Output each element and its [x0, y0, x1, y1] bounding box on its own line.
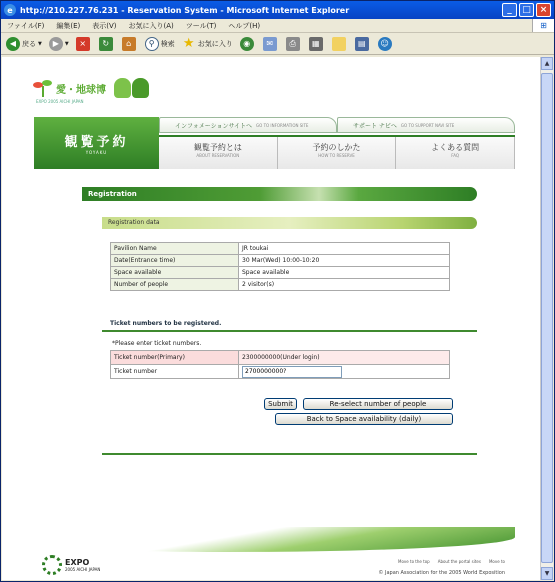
window-title: http://210.227.76.231 - Reservation System - Microsoft Internet Explorer: [20, 5, 350, 15]
copyright: © Japan Association for the 2005 World Exposition: [378, 570, 505, 576]
expo-ring-icon: [42, 555, 62, 575]
back-icon: ◀: [6, 37, 20, 51]
tab-support-navi[interactable]: サポート ナビへ GO TO SUPPORT NAVI SITE: [337, 117, 515, 133]
table-row: Ticket number 2700000000?: [111, 365, 450, 379]
logo-subtitle: EXPO 2005 AICHI JAPAN: [36, 99, 84, 104]
ticket-number-table: [110, 350, 450, 379]
back-button[interactable]: [6, 37, 42, 51]
forward-icon: ▶: [49, 37, 63, 51]
page-content: [2, 57, 541, 580]
logo-text: 愛・地球博: [56, 84, 106, 96]
refresh-icon: ↻: [99, 37, 113, 51]
messenger-icon: ☺: [378, 37, 392, 51]
tab-how-to-reserve[interactable]: 予約のしかた HOW TO RESERVE: [278, 137, 397, 169]
search-label: 検索: [160, 39, 175, 48]
toolbar: [1, 33, 554, 55]
book-icon: ▤: [355, 37, 369, 51]
title-bar: [1, 1, 554, 19]
menu-bar: [1, 19, 554, 33]
favorites-icon: ★: [182, 36, 195, 51]
ticket-note: *Please enter ticket numbers.: [112, 340, 202, 347]
tab-information-site[interactable]: インフォメーションサイトへ GO TO INFORMATION SITE: [159, 117, 337, 133]
ticket-heading: Ticket numbers to be registered.: [110, 320, 222, 327]
print-icon: ⎙: [286, 37, 300, 51]
mascot-kiccoro-icon: [132, 78, 149, 98]
expo-sub: 2005 AICHI JAPAN: [65, 567, 101, 572]
menu-help[interactable]: ヘルプ(H): [228, 21, 261, 30]
stop-icon: ×: [76, 37, 90, 51]
reselect-people-button[interactable]: Re-select number of people: [303, 398, 453, 410]
footer: [34, 527, 515, 580]
mail-icon: ✉: [263, 37, 277, 51]
footer-wave: [34, 527, 515, 552]
print-button[interactable]: [286, 37, 302, 51]
messenger-button[interactable]: [378, 37, 394, 51]
nav-top-tabs: [159, 117, 515, 133]
menu-view[interactable]: 表示(V): [92, 21, 117, 30]
scroll-down-icon[interactable]: ▼: [541, 567, 553, 580]
site-nav: [34, 117, 515, 169]
footer-link[interactable]: Move to: [488, 559, 505, 564]
mail-button[interactable]: [263, 37, 279, 51]
footer-link[interactable]: Move to the top: [398, 559, 430, 564]
table-row: Number of people 2 visitor(s): [111, 279, 450, 291]
table-row: Date(Entrance time) 30 Mar(Wed) 10:00-10:20: [111, 255, 450, 267]
minimize-button[interactable]: _: [502, 3, 517, 17]
registration-data-table: [110, 242, 450, 291]
nav-bottom-tabs: [159, 135, 515, 169]
folder-button[interactable]: [332, 37, 348, 51]
footer-links: [390, 559, 505, 564]
edit-icon: ▦: [309, 37, 323, 51]
home-icon: ⌂: [122, 37, 136, 51]
nav-main-label: 観覧予約: [64, 135, 129, 150]
nav-main-sub: YOYAKU: [85, 150, 108, 155]
menu-file[interactable]: ファイル(F): [7, 21, 45, 30]
footer-link[interactable]: About the portal sites: [437, 559, 481, 564]
mascots-image: [114, 78, 150, 98]
expo-text: EXPO: [65, 558, 90, 567]
media-button[interactable]: [240, 37, 256, 51]
maximize-button[interactable]: □: [519, 3, 534, 17]
menu-favorites[interactable]: お気に入り(A): [128, 21, 174, 30]
back-label: 戻る: [22, 39, 36, 48]
scroll-up-icon[interactable]: ▲: [541, 57, 553, 70]
edit-button[interactable]: [309, 37, 325, 51]
tab-about-reservation[interactable]: 観覧予約とは ABOUT RESERVATION: [159, 137, 278, 169]
mascot-morizo-icon: [114, 78, 131, 98]
nav-reservation-home[interactable]: [34, 117, 159, 169]
submit-button[interactable]: Submit: [264, 398, 297, 410]
menu-edit[interactable]: 編集(E): [56, 21, 81, 30]
back-to-availability-button[interactable]: Back to Space availability (daily): [275, 413, 453, 425]
refresh-button[interactable]: [99, 37, 115, 51]
forward-button[interactable]: [49, 37, 69, 51]
subsection-title: Registration data: [102, 217, 477, 229]
table-row: Pavilion Name JR toukai: [111, 243, 450, 255]
chevron-down-icon: ▼: [64, 40, 69, 47]
ie-icon: e: [4, 4, 16, 16]
search-icon: ⚲: [145, 37, 159, 51]
search-button[interactable]: [145, 37, 175, 51]
divider: [102, 330, 477, 332]
divider: [102, 453, 477, 455]
vertical-scrollbar[interactable]: [540, 57, 553, 580]
sprout-logo-icon: [32, 77, 54, 99]
section-title: Registration: [82, 187, 477, 201]
favorites-button[interactable]: [182, 37, 233, 51]
ticket-number-input[interactable]: [242, 366, 342, 378]
tab-faq[interactable]: よくある質問 FAQ: [396, 137, 515, 169]
table-row: Space available Space available: [111, 267, 450, 279]
expo-logo: [42, 555, 100, 575]
chevron-down-icon: ▼: [38, 40, 42, 47]
windows-logo-icon: ⊞: [532, 19, 554, 32]
home-button[interactable]: [122, 37, 138, 51]
close-button[interactable]: ×: [536, 3, 551, 17]
research-button[interactable]: [355, 37, 371, 51]
stop-button[interactable]: [76, 37, 92, 51]
table-row: Ticket number(Primary) 2300000000(Under login): [111, 351, 450, 365]
favorites-label: お気に入り: [197, 39, 233, 48]
scroll-thumb[interactable]: [541, 73, 553, 563]
menu-tools[interactable]: ツール(T): [185, 21, 217, 30]
site-logo[interactable]: [32, 77, 150, 104]
media-icon: ◉: [240, 37, 254, 51]
folder-icon: [332, 37, 346, 51]
